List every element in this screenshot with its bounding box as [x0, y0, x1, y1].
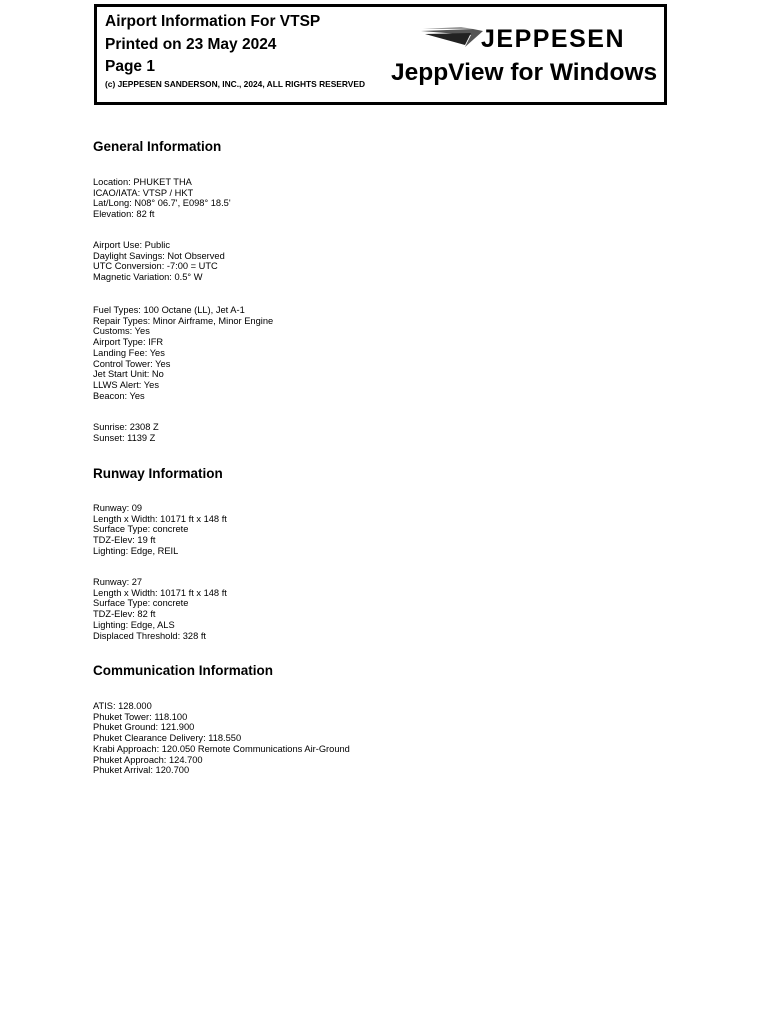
info-line: Elevation: 82 ft [93, 209, 155, 220]
info-line: Customs: Yes [93, 326, 150, 337]
info-line: ICAO/IATA: VTSP / HKT [93, 187, 194, 198]
page-number: Page 1 [105, 58, 155, 75]
communication-block [93, 701, 350, 776]
runway-09-block [93, 503, 227, 557]
product-name: JeppView for Windows [391, 59, 658, 86]
info-line: Length x Width: 10171 ft x 148 ft [93, 513, 227, 524]
info-line: Beacon: Yes [93, 390, 145, 401]
info-line: Lat/Long: N08° 06.7', E098° 18.5' [93, 198, 231, 209]
info-line: UTC Conversion: -7:00 = UTC [93, 261, 218, 272]
info-line: Length x Width: 10171 ft x 148 ft [93, 587, 227, 598]
info-line: Phuket Arrival: 120.700 [93, 765, 190, 776]
info-line: Runway: 09 [93, 503, 143, 513]
info-line: Landing Fee: Yes [93, 347, 165, 358]
info-line: Sunrise: 2308 Z [93, 422, 159, 432]
info-line: Magnetic Variation: 0.5° W [93, 272, 203, 283]
logo-text: JEPPESEN [481, 25, 626, 53]
info-line: Fuel Types: 100 Octane (LL), Jet A-1 [93, 305, 245, 315]
info-line: Jet Start Unit: No [93, 369, 164, 380]
info-line: Krabi Approach: 120.050 Remote Communications Air-Ground [93, 743, 350, 754]
info-line: Sunset: 1139 Z [93, 432, 156, 443]
info-line: Runway: 27 [93, 577, 143, 587]
info-line: Control Tower: Yes [93, 358, 171, 369]
info-line: Lighting: Edge, REIL [93, 545, 179, 556]
general-sun-block [93, 422, 159, 443]
copyright-notice: (c) JEPPESEN SANDERSON, INC., 2024, ALL RIGHTS RESERVED [105, 79, 366, 89]
general-services-block [93, 305, 273, 401]
info-line: Phuket Tower: 118.100 [93, 711, 188, 722]
info-line: Phuket Clearance Delivery: 118.550 [93, 733, 242, 744]
info-line: Airport Use: Public [93, 240, 170, 250]
info-line: Lighting: Edge, ALS [93, 619, 175, 630]
info-line: Airport Type: IFR [93, 337, 164, 348]
info-line: Phuket Approach: 124.700 [93, 754, 203, 765]
section-title-runway: Runway Information [93, 466, 223, 481]
info-line: Daylight Savings: Not Observed [93, 250, 225, 261]
info-line: LLWS Alert: Yes [93, 379, 159, 390]
info-line: Repair Types: Minor Airframe, Minor Engine [93, 315, 274, 326]
general-use-block [93, 240, 225, 283]
section-title-communication: Communication Information [93, 663, 273, 678]
jeppesen-logo [421, 25, 651, 53]
swoosh-icon [421, 25, 483, 53]
runway-27-block [93, 577, 227, 641]
info-line: Phuket Ground: 121.900 [93, 722, 195, 733]
info-line: ATIS: 128.000 [93, 701, 152, 711]
info-line: Surface Type: concrete [93, 524, 189, 535]
info-line: TDZ-Elev: 19 ft [93, 535, 156, 546]
section-title-general: General Information [93, 139, 222, 154]
info-line: Displaced Threshold: 328 ft [93, 630, 207, 641]
info-line: Surface Type: concrete [93, 598, 189, 609]
printed-date: Printed on 23 May 2024 [105, 36, 277, 53]
header-box [94, 4, 667, 105]
general-location-block [93, 177, 231, 220]
info-line: Location: PHUKET THA [93, 177, 192, 187]
document-title: Airport Information For VTSP [105, 13, 321, 30]
info-line: TDZ-Elev: 82 ft [93, 609, 156, 620]
